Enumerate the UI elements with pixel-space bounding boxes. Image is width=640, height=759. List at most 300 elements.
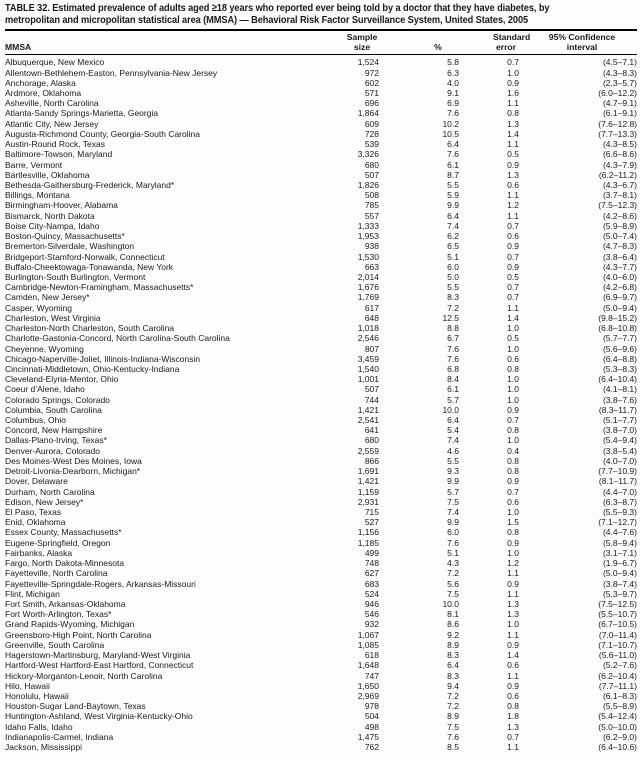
sample-size-cell: 507 [364, 384, 379, 395]
table-row [5, 272, 637, 282]
standard-error-cell: 1.1 [507, 302, 519, 313]
percent-cell: 10.2 [442, 118, 459, 129]
standard-error-cell: 1.0 [507, 323, 519, 334]
table-row [5, 507, 637, 517]
mmsa-cell: Fayetteville, North Carolina [5, 568, 108, 579]
sample-size-cell: 2,014 [357, 271, 379, 282]
table-row [5, 599, 637, 609]
confidence-interval-cell: (4.3–7.7) [602, 261, 637, 272]
standard-error-cell: 0.8 [507, 466, 519, 477]
table-row [5, 722, 637, 732]
mmsa-cell: Durham, North Carolina [5, 486, 95, 497]
percent-cell: 8.6 [447, 619, 459, 630]
percent-cell: 7.5 [447, 496, 459, 507]
table-row [5, 119, 637, 129]
mmsa-cell: Billings, Montana [5, 190, 70, 201]
percent-cell: 5.9 [447, 190, 459, 201]
confidence-interval-cell: (6.1–8.3) [602, 690, 637, 701]
mmsa-cell: Fairbanks, Alaska [5, 547, 73, 558]
standard-error-cell: 1.5 [507, 517, 519, 528]
confidence-interval-cell: (4.7–8.3) [602, 241, 637, 252]
standard-error-cell: 0.7 [507, 486, 519, 497]
sample-size-cell: 785 [364, 200, 379, 211]
sample-size-cell: 507 [364, 169, 379, 180]
standard-error-cell: 0.8 [507, 701, 519, 712]
mmsa-cell: Houston-Sugar Land-Baytown, Texas [5, 701, 146, 712]
sample-size-cell: 627 [364, 568, 379, 579]
mmsa-cell: Augusta-Richmond County, Georgia-South Carolina [5, 128, 200, 139]
percent-cell: 12.5 [442, 312, 459, 323]
table-row [5, 497, 637, 507]
mmsa-cell: Charleston, West Virginia [5, 312, 101, 323]
table-row [5, 323, 637, 333]
percent-cell: 7.2 [447, 690, 459, 701]
sample-size-cell: 557 [364, 210, 379, 221]
confidence-interval-cell: (8.1–11.7) [598, 476, 637, 487]
confidence-interval-cell: (7.7–10.9) [598, 466, 637, 477]
mmsa-cell: Huntington-Ashland, West Virginia-Kentucky-Ohio [5, 711, 193, 722]
mmsa-cell: Charleston-North Charleston, South Carolina [5, 323, 175, 334]
percent-cell: 7.2 [447, 302, 459, 313]
standard-error-cell: 0.9 [507, 261, 519, 272]
table-row [5, 568, 637, 578]
standard-error-cell: 0.6 [507, 180, 519, 190]
table-row [5, 630, 637, 640]
sample-size-cell: 1,421 [357, 476, 379, 487]
confidence-interval-cell: (6.2–11.2) [598, 169, 637, 180]
mmsa-cell: Fort Worth-Arlington, Texas* [5, 609, 112, 620]
sample-size-cell: 866 [364, 455, 379, 466]
col-header-standard-error-line2: error [495, 41, 517, 52]
mmsa-cell: Columbia, South Carolina [5, 404, 102, 415]
confidence-interval-cell: (5.1–7.7) [602, 415, 637, 426]
mmsa-cell: Burlington-South Burlington, Vermont [5, 271, 146, 282]
mmsa-cell: Enid, Oklahoma [5, 517, 66, 528]
sample-size-cell: 641 [364, 425, 379, 436]
confidence-interval-cell: (4.0–6.0) [602, 271, 637, 282]
confidence-interval-cell: (3.7–8.1) [602, 190, 637, 201]
table-body [5, 55, 637, 752]
confidence-interval-cell: (6.9–9.7) [602, 292, 637, 303]
confidence-interval-cell: (7.1–10.7) [598, 639, 637, 650]
standard-error-cell: 1.1 [507, 588, 519, 599]
standard-error-cell: 0.9 [507, 578, 519, 589]
standard-error-cell: 0.8 [507, 455, 519, 466]
standard-error-cell: 0.7 [507, 251, 519, 262]
confidence-interval-cell: (6.2–9.0) [602, 731, 637, 742]
mmsa-cell: Colorado Springs, Colorado [5, 394, 110, 405]
table-row [5, 55, 637, 68]
percent-cell: 9.9 [447, 476, 459, 487]
sample-size-cell: 1,421 [357, 404, 379, 415]
table-row [5, 170, 637, 180]
header-row [5, 30, 637, 55]
table-row [5, 446, 637, 456]
standard-error-cell: 1.0 [507, 67, 519, 78]
percent-cell: 8.9 [447, 711, 459, 722]
confidence-interval-cell: (4.2–6.8) [602, 282, 637, 293]
percent-cell: 8.3 [447, 292, 459, 303]
sample-size-cell: 571 [364, 88, 379, 99]
col-header-confidence-interval-line2: interval [566, 41, 598, 52]
table-row [5, 466, 637, 476]
percent-cell: 7.2 [447, 568, 459, 579]
standard-error-cell: 0.8 [507, 363, 519, 374]
table-row [5, 681, 637, 691]
percent-cell: 5.1 [447, 251, 459, 262]
percent-cell: 10.0 [442, 404, 459, 415]
confidence-interval-cell: (4.3–6.7) [602, 180, 637, 190]
table-row [5, 200, 637, 210]
table-row [5, 78, 637, 88]
table-title-line2: metropolitan and micropolitan statistical area (MMSA) — Behavioral Risk Factor Surveillance System, United States, 2005 [5, 13, 529, 26]
table-row [5, 711, 637, 721]
percent-cell: 10.0 [442, 598, 459, 609]
sample-size-cell: 2,931 [357, 496, 379, 507]
confidence-interval-cell: (6.8–10.8) [598, 323, 637, 334]
sample-size-cell: 1,159 [357, 486, 379, 497]
percent-cell: 5.5 [447, 282, 459, 293]
standard-error-cell: 1.4 [507, 312, 519, 323]
table-row [5, 435, 637, 445]
percent-cell: 7.4 [447, 220, 459, 231]
confidence-interval-cell: (5.5–8.9) [602, 701, 637, 712]
percent-cell: 7.5 [447, 721, 459, 732]
confidence-interval-cell: (5.0–9.4) [602, 568, 637, 579]
standard-error-cell: 0.7 [507, 292, 519, 303]
table-row [5, 282, 637, 292]
confidence-interval-cell: (4.4–7.6) [602, 527, 637, 538]
percent-cell: 6.8 [447, 363, 459, 374]
table-row [5, 671, 637, 681]
confidence-interval-cell: (6.4–10.6) [598, 742, 637, 753]
mmsa-cell: Fayetteville-Springdale-Rogers, Arkansas-Missouri [5, 578, 196, 589]
standard-error-cell: 1.4 [507, 128, 519, 139]
mmsa-cell: Boston-Quincy, Massachusetts* [5, 231, 125, 242]
percent-cell: 6.4 [447, 210, 459, 221]
percent-cell: 10.5 [442, 128, 459, 139]
percent-cell: 7.6 [447, 353, 459, 364]
confidence-interval-cell: (5.6–11.0) [598, 650, 637, 661]
table-header [5, 30, 637, 55]
table-row [5, 732, 637, 742]
mmsa-cell: Atlanta-Sandy Springs-Marietta, Georgia [5, 108, 159, 119]
sample-size-cell: 1,475 [357, 731, 379, 742]
sample-size-cell: 1,769 [357, 292, 379, 303]
table-row [5, 527, 637, 537]
sample-size-cell: 2,559 [357, 445, 379, 456]
mmsa-cell: El Paso, Texas [5, 507, 62, 517]
percent-cell: 5.4 [447, 425, 459, 436]
percent-cell: 5.0 [447, 271, 459, 282]
mmsa-cell: Bartlesville, Oklahoma [5, 169, 90, 180]
sample-size-cell: 680 [364, 159, 379, 170]
table-row [5, 548, 637, 558]
mmsa-cell: Cleveland-Elyria-Mentor, Ohio [5, 374, 119, 385]
mmsa-cell: Detroit-Livonia-Dearborn, Michigan* [5, 466, 141, 477]
percent-cell: 6.5 [447, 241, 459, 252]
table-row [5, 139, 637, 149]
standard-error-cell: 0.8 [507, 527, 519, 538]
table-row [5, 252, 637, 262]
table-row [5, 487, 637, 497]
confidence-interval-cell: (3.8–7.0) [602, 425, 637, 436]
sample-size-cell: 1,067 [357, 629, 379, 640]
confidence-interval-cell: (5.2–7.6) [602, 660, 637, 671]
sample-size-cell: 932 [364, 619, 379, 630]
table-row [5, 262, 637, 272]
table-row [5, 354, 637, 364]
table-row [5, 364, 637, 374]
confidence-interval-cell: (5.3–8.3) [602, 363, 637, 374]
sample-size-cell: 3,326 [357, 149, 379, 160]
percent-cell: 7.6 [447, 537, 459, 548]
table-title [5, 3, 637, 26]
standard-error-cell: 1.4 [507, 650, 519, 661]
sample-size-cell: 1,953 [357, 231, 379, 242]
percent-cell: 9.1 [447, 88, 459, 99]
standard-error-cell: 0.9 [507, 680, 519, 691]
sample-size-cell: 1,540 [357, 363, 379, 374]
mmsa-cell: Concord, New Hampshire [5, 425, 103, 436]
percent-cell: 8.4 [447, 374, 459, 385]
sample-size-cell: 715 [364, 507, 379, 517]
confidence-interval-cell: (4.1–8.1) [602, 384, 637, 395]
sample-size-cell: 1,185 [357, 537, 379, 548]
table-row [5, 660, 637, 670]
standard-error-cell: 0.6 [507, 353, 519, 364]
confidence-interval-cell: (4.7–9.1) [602, 98, 637, 109]
confidence-interval-cell: (5.0–9.4) [602, 302, 637, 313]
confidence-interval-cell: (5.8–9.4) [602, 537, 637, 548]
mmsa-cell: Honolulu, Hawaii [5, 690, 69, 701]
confidence-interval-cell: (5.0–7.4) [602, 231, 637, 242]
standard-error-cell: 0.7 [507, 282, 519, 293]
percent-cell: 8.5 [447, 742, 459, 753]
standard-error-cell: 1.0 [507, 435, 519, 446]
percent-cell: 6.1 [447, 384, 459, 395]
percent-cell: 6.3 [447, 67, 459, 78]
table-row [5, 241, 637, 251]
percent-cell: 6.4 [447, 415, 459, 426]
confidence-interval-cell: (4.3–8.5) [602, 139, 637, 150]
confidence-interval-cell: (4.0–7.0) [602, 455, 637, 466]
mmsa-cell: Ardmore, Oklahoma [5, 88, 82, 99]
sample-size-cell: 1,156 [357, 527, 379, 538]
confidence-interval-cell: (5.6–9.6) [602, 343, 637, 354]
standard-error-cell: 1.3 [507, 118, 519, 129]
confidence-interval-cell: (5.4–12.4) [598, 711, 637, 722]
percent-cell: 5.5 [447, 180, 459, 190]
standard-error-cell: 0.9 [507, 241, 519, 252]
sample-size-cell: 1,001 [357, 374, 379, 385]
col-header-mmsa: MMSA [5, 30, 343, 55]
mmsa-cell: Greenville, South Carolina [5, 639, 105, 650]
standard-error-cell: 1.1 [507, 568, 519, 579]
mmsa-cell: Indianapolis-Carmel, Indiana [5, 731, 114, 742]
col-header-sample-size-line2: size [353, 41, 371, 52]
table-row [5, 650, 637, 660]
percent-cell: 4.6 [447, 445, 459, 456]
table-row [5, 231, 637, 241]
sample-size-cell: 617 [364, 302, 379, 313]
sample-size-cell: 609 [364, 118, 379, 129]
table-row [5, 98, 637, 108]
table-row [5, 313, 637, 323]
table-row [5, 415, 637, 425]
sample-size-cell: 807 [364, 343, 379, 354]
percent-cell: 6.4 [447, 660, 459, 671]
mmsa-cell: Cincinnati-Middletown, Ohio-Kentucky-Indiana [5, 363, 180, 374]
percent-cell: 9.2 [447, 629, 459, 640]
sample-size-cell: 938 [364, 241, 379, 252]
mmsa-cell: Greensboro-High Point, North Carolina [5, 629, 152, 640]
mmsa-cell: Bremerton-Silverdale, Washington [5, 241, 135, 252]
percent-cell: 7.6 [447, 108, 459, 119]
standard-error-cell: 0.9 [507, 639, 519, 650]
sample-size-cell: 1,864 [357, 108, 379, 119]
percent-cell: 7.6 [447, 731, 459, 742]
mmsa-cell: Edison, New Jersey* [5, 496, 84, 507]
percent-cell: 9.4 [447, 680, 459, 691]
percent-cell: 9.9 [447, 517, 459, 528]
confidence-interval-cell: (3.8–5.4) [602, 445, 637, 456]
mmsa-cell: Buffalo-Cheektowaga-Tonawanda, New York [5, 261, 174, 272]
confidence-interval-cell: (5.5–9.3) [602, 507, 637, 517]
sample-size-cell: 2,541 [357, 415, 379, 426]
mmsa-cell: Denver-Aurora, Colorado [5, 445, 100, 456]
table-row [5, 589, 637, 599]
standard-error-cell: 1.2 [507, 200, 519, 211]
sample-size-cell: 1,018 [357, 323, 379, 334]
confidence-interval-cell: (1.9–6.7) [602, 558, 637, 569]
table-row [5, 88, 637, 98]
sample-size-cell: 1,333 [357, 220, 379, 231]
sample-size-cell: 524 [364, 588, 379, 599]
col-header-standard-error-line1: Standard [493, 32, 531, 43]
percent-cell: 5.7 [447, 394, 459, 405]
table-row [5, 221, 637, 231]
sample-size-cell: 499 [364, 547, 379, 558]
confidence-interval-cell: (6.3–8.7) [602, 496, 637, 507]
standard-error-cell: 0.8 [507, 425, 519, 436]
confidence-interval-cell: (6.4–10.4) [598, 374, 637, 385]
table-row [5, 517, 637, 527]
percent-cell: 4.0 [447, 77, 459, 88]
mmsa-cell: Bridgeport-Stamford-Norwalk, Connecticut [5, 251, 165, 262]
mmsa-cell: Baltimore-Towson, Maryland [5, 149, 113, 160]
percent-cell: 9.3 [447, 466, 459, 477]
standard-error-cell: 1.1 [507, 629, 519, 640]
mmsa-cell: Asheville, North Carolina [5, 98, 99, 109]
table-row [5, 149, 637, 159]
standard-error-cell: 0.9 [507, 476, 519, 487]
table-row [5, 640, 637, 650]
percent-cell: 5.1 [447, 547, 459, 558]
standard-error-cell: 0.9 [507, 404, 519, 415]
table-row [5, 701, 637, 711]
mmsa-cell: Albuquerque, New Mexico [5, 57, 105, 68]
standard-error-cell: 1.0 [507, 394, 519, 405]
standard-error-cell: 1.8 [507, 711, 519, 722]
percent-cell: 8.1 [447, 609, 459, 620]
table-row [5, 476, 637, 486]
table-row [5, 425, 637, 435]
mmsa-cell: Austin-Round Rock, Texas [5, 139, 106, 150]
sample-size-cell: 546 [364, 609, 379, 620]
sample-size-cell: 946 [364, 598, 379, 609]
sample-size-cell: 728 [364, 128, 379, 139]
standard-error-cell: 1.1 [507, 98, 519, 109]
standard-error-cell: 1.0 [507, 374, 519, 385]
percent-cell: 4.3 [447, 558, 459, 569]
table-row [5, 579, 637, 589]
table-row [5, 384, 637, 394]
sample-size-cell: 527 [364, 517, 379, 528]
percent-cell: 8.3 [447, 650, 459, 661]
table-row [5, 160, 637, 170]
standard-error-cell: 0.5 [507, 271, 519, 282]
col-header-percent: % [381, 30, 459, 55]
mmsa-cell: Eugene-Springfield, Oregon [5, 537, 111, 548]
percent-cell: 5.8 [447, 57, 459, 68]
sample-size-cell: 978 [364, 701, 379, 712]
sample-size-cell: 498 [364, 721, 379, 732]
percent-cell: 5.7 [447, 486, 459, 497]
confidence-interval-cell: (6.2–10.4) [598, 670, 637, 681]
confidence-interval-cell: (6.4–8.8) [602, 353, 637, 364]
sample-size-cell: 680 [364, 435, 379, 446]
standard-error-cell: 0.7 [507, 731, 519, 742]
sample-size-cell: 2,546 [357, 333, 379, 344]
standard-error-cell: 1.3 [507, 598, 519, 609]
confidence-interval-cell: (3.8–7.6) [602, 394, 637, 405]
standard-error-cell: 1.0 [507, 384, 519, 395]
confidence-interval-cell: (4.2–8.6) [602, 210, 637, 221]
sample-size-cell: 683 [364, 578, 379, 589]
sample-size-cell: 602 [364, 77, 379, 88]
standard-error-cell: 0.9 [507, 77, 519, 88]
sample-size-cell: 648 [364, 312, 379, 323]
standard-error-cell: 0.7 [507, 57, 519, 68]
table-row [5, 303, 637, 313]
col-header-confidence-interval [519, 30, 637, 55]
col-header-standard-error [459, 30, 531, 55]
confidence-interval-cell: (5.3–9.7) [602, 588, 637, 599]
sample-size-cell: 744 [364, 394, 379, 405]
mmsa-cell: Grand Rapids-Wyoming, Michigan [5, 619, 135, 630]
percent-cell: 6.7 [447, 333, 459, 344]
standard-error-cell: 0.6 [507, 231, 519, 242]
mmsa-cell: Fargo, North Dakota-Minnesota [5, 558, 125, 569]
col-header-sample-size-line1: Sample [346, 32, 378, 43]
col-header-sample-size [343, 30, 381, 55]
confidence-interval-cell: (6.6–8.6) [602, 149, 637, 160]
confidence-interval-cell: (7.6–12.8) [598, 118, 637, 129]
table-row [5, 742, 637, 752]
sample-size-cell: 539 [364, 139, 379, 150]
mmsa-cell: Chicago-Naperville-Joliet, Illinois-Indiana-Wisconsin [5, 353, 201, 364]
mmsa-cell: Cambridge-Newton-Framingham, Massachusetts* [5, 282, 194, 293]
confidence-interval-cell: (4.3–8.3) [602, 67, 637, 78]
standard-error-cell: 0.4 [507, 445, 519, 456]
standard-error-cell: 0.6 [507, 660, 519, 671]
mmsa-cell: Atlantic City, New Jersey [5, 118, 99, 129]
percent-cell: 6.1 [447, 159, 459, 170]
mmsa-cell: Anchorage, Alaska [5, 77, 76, 88]
confidence-interval-cell: (9.8–15.2) [598, 312, 637, 323]
sample-size-cell: 1,524 [357, 57, 379, 68]
